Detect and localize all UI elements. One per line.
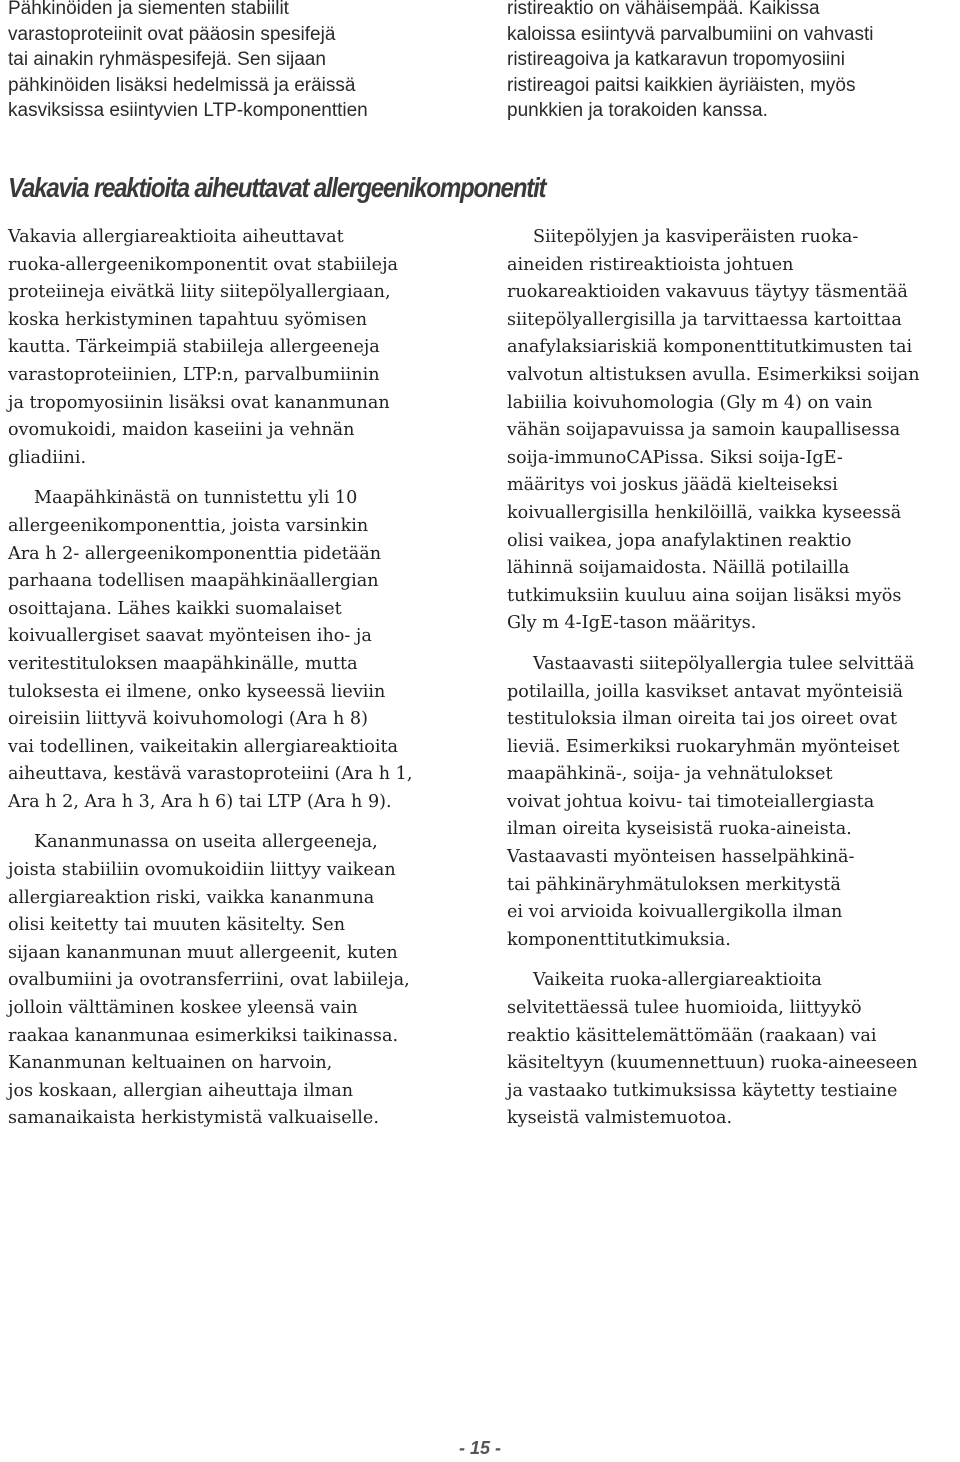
text-line: jos koskaan, allergian aiheuttaja ilman [8, 1080, 354, 1101]
top-right-text [507, 0, 873, 124]
text-line: soija-immunoCAPissa. Siksi soija-IgE- [507, 447, 843, 468]
text-line: käsiteltyyn (kuumennettuun) ruoka-aineeseen [507, 1053, 918, 1074]
text-line: tutkimuksiin kuuluu aina soijan lisäksi myös [507, 585, 902, 606]
text-line: ilman oireita kyseisistä ruoka-aineista. [507, 819, 852, 840]
text-line: potilailla, joilla kasvikset antavat myönteisiä [507, 681, 904, 702]
text-line: tai ainakin ryhmäspesifejä. Sen sijaan [8, 49, 326, 70]
right-column [507, 224, 920, 1133]
text-line: varastoproteiinien, LTP:n, parvalbumiinin [8, 364, 380, 385]
text-line: kyseistä valmistemuotoa. [507, 1108, 733, 1129]
text-line: voivat johtua koivu- tai timoteiallergiasta [507, 791, 875, 812]
text-line: oireisiin liittyvä koivuhomologi (Ara h 8) [8, 709, 368, 730]
text-line: proteiineja eivätkä liity siitepölyallergiaan, [8, 282, 391, 303]
text-line: Vastaavasti siitepölyallergia tulee selvittää [533, 653, 915, 674]
text-line: ristireaktio on vähäisempää. Kaikissa [507, 0, 820, 19]
text-line: olisi keitetty tai muuten käsitelty. Sen [8, 915, 346, 936]
text-line: labiilia koivuhomologia (Gly m 4) on vain [507, 392, 873, 413]
text-line: kaloissa esiintyvä parvalbumiini on vahvasti [507, 23, 874, 45]
text-line: siitepölyallergisilla ja tarvittaessa kartoittaa [507, 309, 902, 330]
text-line: ja vastaako tutkimuksissa käytetty testiaine [507, 1080, 898, 1101]
text-line: tuloksesta ei ilmene, onko kyseessä lieviin [8, 681, 386, 702]
text-line: Gly m 4-IgE-tason määritys. [507, 613, 757, 634]
text-line: Ara h 2, Ara h 3, Ara h 6) tai LTP (Ara h 9). [8, 791, 392, 812]
paragraph [8, 224, 412, 472]
text-line: anafylaksiariskiä komponenttitutkimusten tai [507, 337, 913, 358]
text-line: maapähkinä-, soija- ja vehnätulokset [507, 764, 833, 785]
text-line: koska herkistyminen tapahtuu syömisen [8, 309, 368, 330]
text-line: ovalbumiini ja ovotransferriini, ovat labiileja, [8, 970, 410, 991]
text-line: määritys voi joskus jäädä kielteiseksi [507, 475, 838, 496]
text-line: testituloksia ilman oireita tai jos oireet ovat [507, 709, 898, 730]
text-line: koivuallergiset saavat myönteisen iho- ja [8, 626, 372, 647]
text-line: Ara h 2- allergeenikomponenttia pidetään [8, 543, 382, 564]
text-line: joista stabiiliin ovomukoidiin liittyy vaikean [8, 860, 396, 881]
text-line: Vaikeita ruoka-allergiareaktioita [533, 970, 822, 991]
text-line: valvotun altistuksen avulla. Esimerkiksi soijan [507, 364, 920, 385]
text-line: selvitettäessä tulee huomioida, liittyykö [507, 998, 862, 1019]
text-line: aiheuttava, kestävä varastoproteiini (Ara h 1, [8, 764, 413, 785]
text-line: olisi vaikea, jopa anafylaktinen reaktio [507, 530, 852, 551]
left-column [8, 224, 412, 1133]
paragraph [507, 967, 920, 1133]
text-line: ristireagoiva ja katkaravun tropomyosiini [507, 49, 845, 70]
paragraph [507, 651, 920, 955]
text-line: ruoka-allergeenikomponentit ovat stabiileja [8, 254, 399, 275]
text-line: kautta. Tärkeimpiä stabiileja allergeeneja [8, 337, 380, 358]
text-line: Siitepölyjen ja kasviperäisten ruoka- [533, 227, 859, 247]
text-line: vai todellinen, vaikeitakin allergiareaktioita [8, 736, 399, 757]
text-line: reaktio käsittelemättömään (raakaan) vai [507, 1025, 877, 1046]
text-line: lähinnä soijamaidosta. Näillä potilailla [507, 558, 850, 579]
text-line: tai pähkinäryhmätuloksen merkitystä [507, 874, 841, 895]
text-line: allergeenikomponenttia, joista varsinkin [8, 515, 369, 536]
text-line: Pähkinöiden ja siementen stabiilit [8, 0, 289, 19]
text-line: Maapähkinästä on tunnistettu yli 10 [34, 488, 358, 509]
text-line: komponenttitutkimuksia. [507, 929, 731, 950]
paragraph [8, 485, 412, 816]
text-line: sijaan kananmunan muut allergeenit, kuten [8, 942, 398, 963]
text-line: Kananmunan keltuainen on harvoin, [8, 1053, 333, 1074]
text-line: vähän soijapavuissa ja samoin kaupallisessa [507, 420, 901, 441]
page-number: - 15 - [458, 1438, 501, 1458]
section-heading: Vakavia reaktioita aiheuttavat allergeenikomponentit [8, 172, 546, 203]
text-line: parhaana todellisen maapähkinäallergian [8, 571, 379, 592]
text-line: veritestituloksen maapähkinälle, mutta [8, 653, 358, 674]
text-line: Vakavia allergiareaktioita aiheuttavat [8, 227, 344, 247]
text-line: ruokareaktioiden vakavuus täytyy täsmentää [507, 282, 908, 303]
text-line: aineiden ristireaktioista johtuen [507, 254, 794, 275]
text-line: jolloin välttäminen koskee yleensä vain [8, 998, 358, 1019]
text-line: Kananmunassa on useita allergeeneja, [34, 832, 378, 853]
text-line: gliadiini. [8, 447, 87, 468]
paragraph [507, 224, 920, 638]
text-line: osoittajana. Lähes kaikki suomalaiset [8, 598, 342, 619]
text-line: lieviä. Esimerkiksi ruokaryhmän myönteiset [507, 736, 900, 757]
text-line: ovomukoidi, maidon kaseiini ja vehnän [8, 420, 355, 441]
text-line: ja tropomyosiinin lisäksi ovat kananmunan [8, 392, 390, 413]
text-line: koivuallergisilla henkilöillä, vaikka kyseessä [507, 502, 902, 523]
text-line: samanaikaista herkistymistä valkuaiselle. [8, 1108, 379, 1129]
text-line: pähkinöiden lisäksi hedelmissä ja eräissä [8, 74, 356, 96]
top-left-text [8, 0, 368, 124]
text-line: Vastaavasti myönteisen hasselpähkinä- [507, 847, 855, 868]
text-line: allergiareaktion riski, vaikka kananmuna [8, 887, 375, 908]
text-line: ei voi arvioida koivuallergikolla ilman [507, 902, 843, 923]
text-line: kasviksissa esiintyvien LTP-komponenttien [8, 100, 368, 121]
text-line: raakaa kananmunaa esimerkiksi taikinassa. [8, 1025, 399, 1046]
text-line: ristireagoi paitsi kaikkien äyriäisten, myös [507, 74, 856, 96]
paragraph [8, 829, 412, 1133]
text-line: punkkien ja torakoiden kanssa. [507, 100, 768, 121]
text-line: varastoproteiinit ovat pääosin spesifejä [8, 23, 336, 45]
